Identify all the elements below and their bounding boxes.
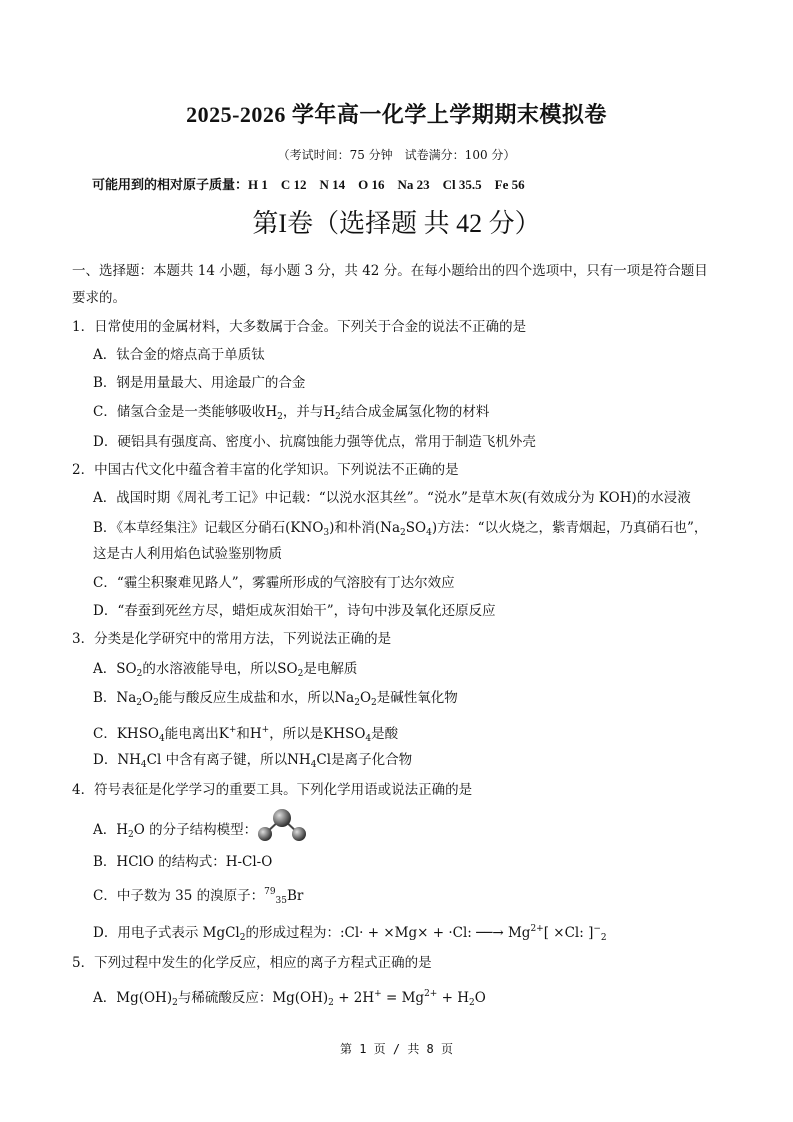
option-line: [93, 433, 536, 451]
text-segment: C．储氢合金是一类能够吸收H: [93, 404, 278, 420]
option-line: [93, 883, 303, 910]
option-line: [93, 920, 607, 947]
supscript-text: +: [374, 989, 382, 999]
option-line: [93, 751, 412, 774]
question-line: [72, 318, 526, 336]
question-line: [72, 262, 708, 280]
text-segment: 是酸: [371, 726, 399, 742]
subscript-text: 2: [400, 528, 406, 538]
text-segment: 结合成金属氢化物的材料: [340, 404, 490, 420]
option-line: [93, 374, 305, 392]
text-segment: A．战国时期《周礼考工记》中记载：“以涚水沤其丝”。“涚水”是草木灰(有效成分为 KOH)的水浸液: [93, 490, 691, 506]
text-segment: 能与酸反应生成盐和水，所以Na: [158, 690, 355, 706]
subscript-text: 2: [136, 669, 143, 679]
subscript-text: 4: [365, 734, 372, 744]
text-segment: D．硬铝具有强度高、密度小、抗腐蚀能力强等优点，常用于制造飞机外壳: [93, 434, 536, 450]
text-segment: 5．下列过程中发生的化学反应，相应的离子方程式正确的是: [72, 955, 432, 971]
text-segment: 3．分类是化学研究中的常用方法，下列说法正确的是: [72, 631, 392, 647]
text-segment: C．KHSO: [93, 726, 160, 742]
text-segment: = Mg: [381, 990, 425, 1006]
text-segment: O: [359, 690, 372, 706]
question-line: [72, 781, 472, 799]
text-segment: C．中子数为 35 的溴原子：: [93, 888, 265, 904]
atomic-masses: 可能用到的相对原子质量：H 1 C 12 N 14 O 16 Na 23 Cl 35.5 Fe 56: [92, 177, 525, 192]
option-line: [93, 519, 707, 542]
text-segment: + 2H: [333, 990, 375, 1006]
option-line: [93, 489, 691, 507]
text-segment: A．H: [93, 822, 129, 838]
question-line: [72, 461, 459, 479]
subscript-text: 4: [140, 760, 147, 770]
text-segment: D．NH: [93, 752, 141, 768]
subscript-text: 4: [426, 528, 432, 538]
text-segment: B．Na: [93, 690, 137, 706]
text-segment: B．钢是用量最大、用途最广的合金: [93, 375, 306, 391]
text-segment: SO: [405, 520, 427, 536]
text-segment: D．“春蚕到死丝方尽，蜡炬成灰泪始干”，诗句中涉及氧化还原反应: [93, 603, 496, 619]
subscript-text: 2: [239, 933, 246, 943]
subscript-text: 2: [153, 698, 159, 708]
text-segment: B．HClO 的结构式：H-Cl-O: [93, 854, 273, 870]
text-segment: )和朴消(Na: [329, 520, 401, 536]
subscript-text: 4: [310, 760, 317, 770]
text-segment: B．《本草经集注》记载区分硝石(KNO: [93, 520, 324, 536]
supscript-text: +: [261, 725, 270, 735]
subscript-text: 4: [159, 734, 165, 744]
text-segment: 一、选择题：本题共 14 小题，每小题 3 分，共 42 分。在每小题给出的四个选项中，只有一项是符合题目: [72, 263, 708, 279]
question-line: [72, 630, 391, 648]
option-line: [93, 602, 496, 620]
subscript-text: 2: [172, 998, 178, 1008]
text-segment: 1．日常使用的金属材料，大多数属于合金。下列关于合金的说法不正确的是: [72, 319, 527, 335]
text-segment: 4．符号表征是化学学习的重要工具。下列化学用语或说法正确的是: [72, 782, 473, 798]
text-segment: 要求的。: [72, 290, 126, 306]
text-segment: 这是古人利用焰色试验鉴别物质: [93, 546, 282, 562]
text-segment: 和H: [236, 726, 262, 742]
text-segment: 的水溶液能导电，所以SO: [142, 661, 298, 677]
text-segment: [ ×Cl: ]: [543, 925, 594, 941]
option-line: [93, 403, 489, 426]
subscript-text: 35: [275, 896, 287, 906]
text-segment: 能电离出K: [164, 726, 229, 742]
text-segment: )方法：“以火烧之，紫青烟起，乃真硝石也”，: [431, 520, 708, 536]
text-segment: D．用电子式表示 MgCl: [93, 925, 240, 941]
option-line: [93, 821, 257, 844]
exam-title: 2025-2026 学年高一化学上学期期末模拟卷: [186, 102, 607, 127]
text-segment: 2．中国古代文化中蕴含着丰富的化学知识。下列说法不正确的是: [72, 462, 459, 478]
subscript-text: 3: [323, 528, 330, 538]
water-molecule-model-icon: [255, 808, 311, 844]
question-line: [72, 289, 126, 307]
supscript-text: 2+: [424, 989, 438, 999]
page-footer: 第 1 页 / 共 8 页: [339, 1042, 454, 1056]
text-segment: O: [474, 990, 486, 1006]
supscript-text: −: [593, 924, 601, 934]
subscript-text: 2: [136, 698, 143, 708]
question-line: [72, 954, 432, 972]
subscript-text: 2: [354, 698, 360, 708]
subscript-text: 2: [128, 830, 134, 840]
supscript-text: 2+: [530, 924, 544, 934]
option-line: [93, 689, 458, 712]
option-line: [93, 574, 455, 592]
text-segment: Br: [287, 888, 304, 904]
subscript-text: 2: [600, 933, 607, 943]
text-segment: + H: [437, 990, 470, 1006]
subscript-text: 2: [277, 412, 283, 422]
subscript-text: 2: [297, 669, 304, 679]
subscript-text: 2: [469, 998, 475, 1008]
subscript-text: 2: [335, 412, 341, 422]
text-segment: ，所以是KHSO: [269, 726, 366, 742]
text-segment: 与稀硫酸反应：Mg(OH): [177, 990, 329, 1006]
option-line: [93, 545, 282, 563]
text-segment: Cl 中含有离子键，所以NH: [146, 752, 311, 768]
text-segment: 的形成过程为：:Cl· + ×Mg× + ·Cl: ──→ Mg: [245, 925, 531, 941]
option-line: [93, 721, 398, 748]
text-segment: 是碱性氧化物: [376, 690, 458, 706]
text-segment: A．Mg(OH): [93, 990, 173, 1006]
text-segment: O 的分子结构模型：: [133, 822, 258, 838]
text-segment: A．钛合金的熔点高于单质钛: [93, 347, 265, 363]
subscript-text: 2: [328, 998, 334, 1008]
option-line: [93, 660, 357, 683]
option-line: [93, 985, 486, 1012]
section-title: 第I卷（选择题 共 42 分）: [252, 209, 541, 238]
text-segment: Cl是离子化合物: [316, 752, 413, 768]
exam-subtitle: （考试时间：75 分钟 试卷满分：100 分）: [277, 148, 516, 162]
text-segment: ，并与H: [282, 404, 336, 420]
text-segment: O: [142, 690, 154, 706]
subscript-text: 2: [371, 698, 377, 708]
supscript-text: 79: [264, 887, 276, 897]
option-line: [93, 346, 265, 364]
text-segment: C．“霾尘积聚难见路人”，雾霾所形成的气溶胶有丁达尔效应: [93, 575, 455, 591]
text-segment: A．SO: [93, 661, 137, 677]
supscript-text: +: [228, 725, 237, 735]
text-segment: 是电解质: [303, 661, 358, 677]
option-line: [93, 853, 272, 871]
